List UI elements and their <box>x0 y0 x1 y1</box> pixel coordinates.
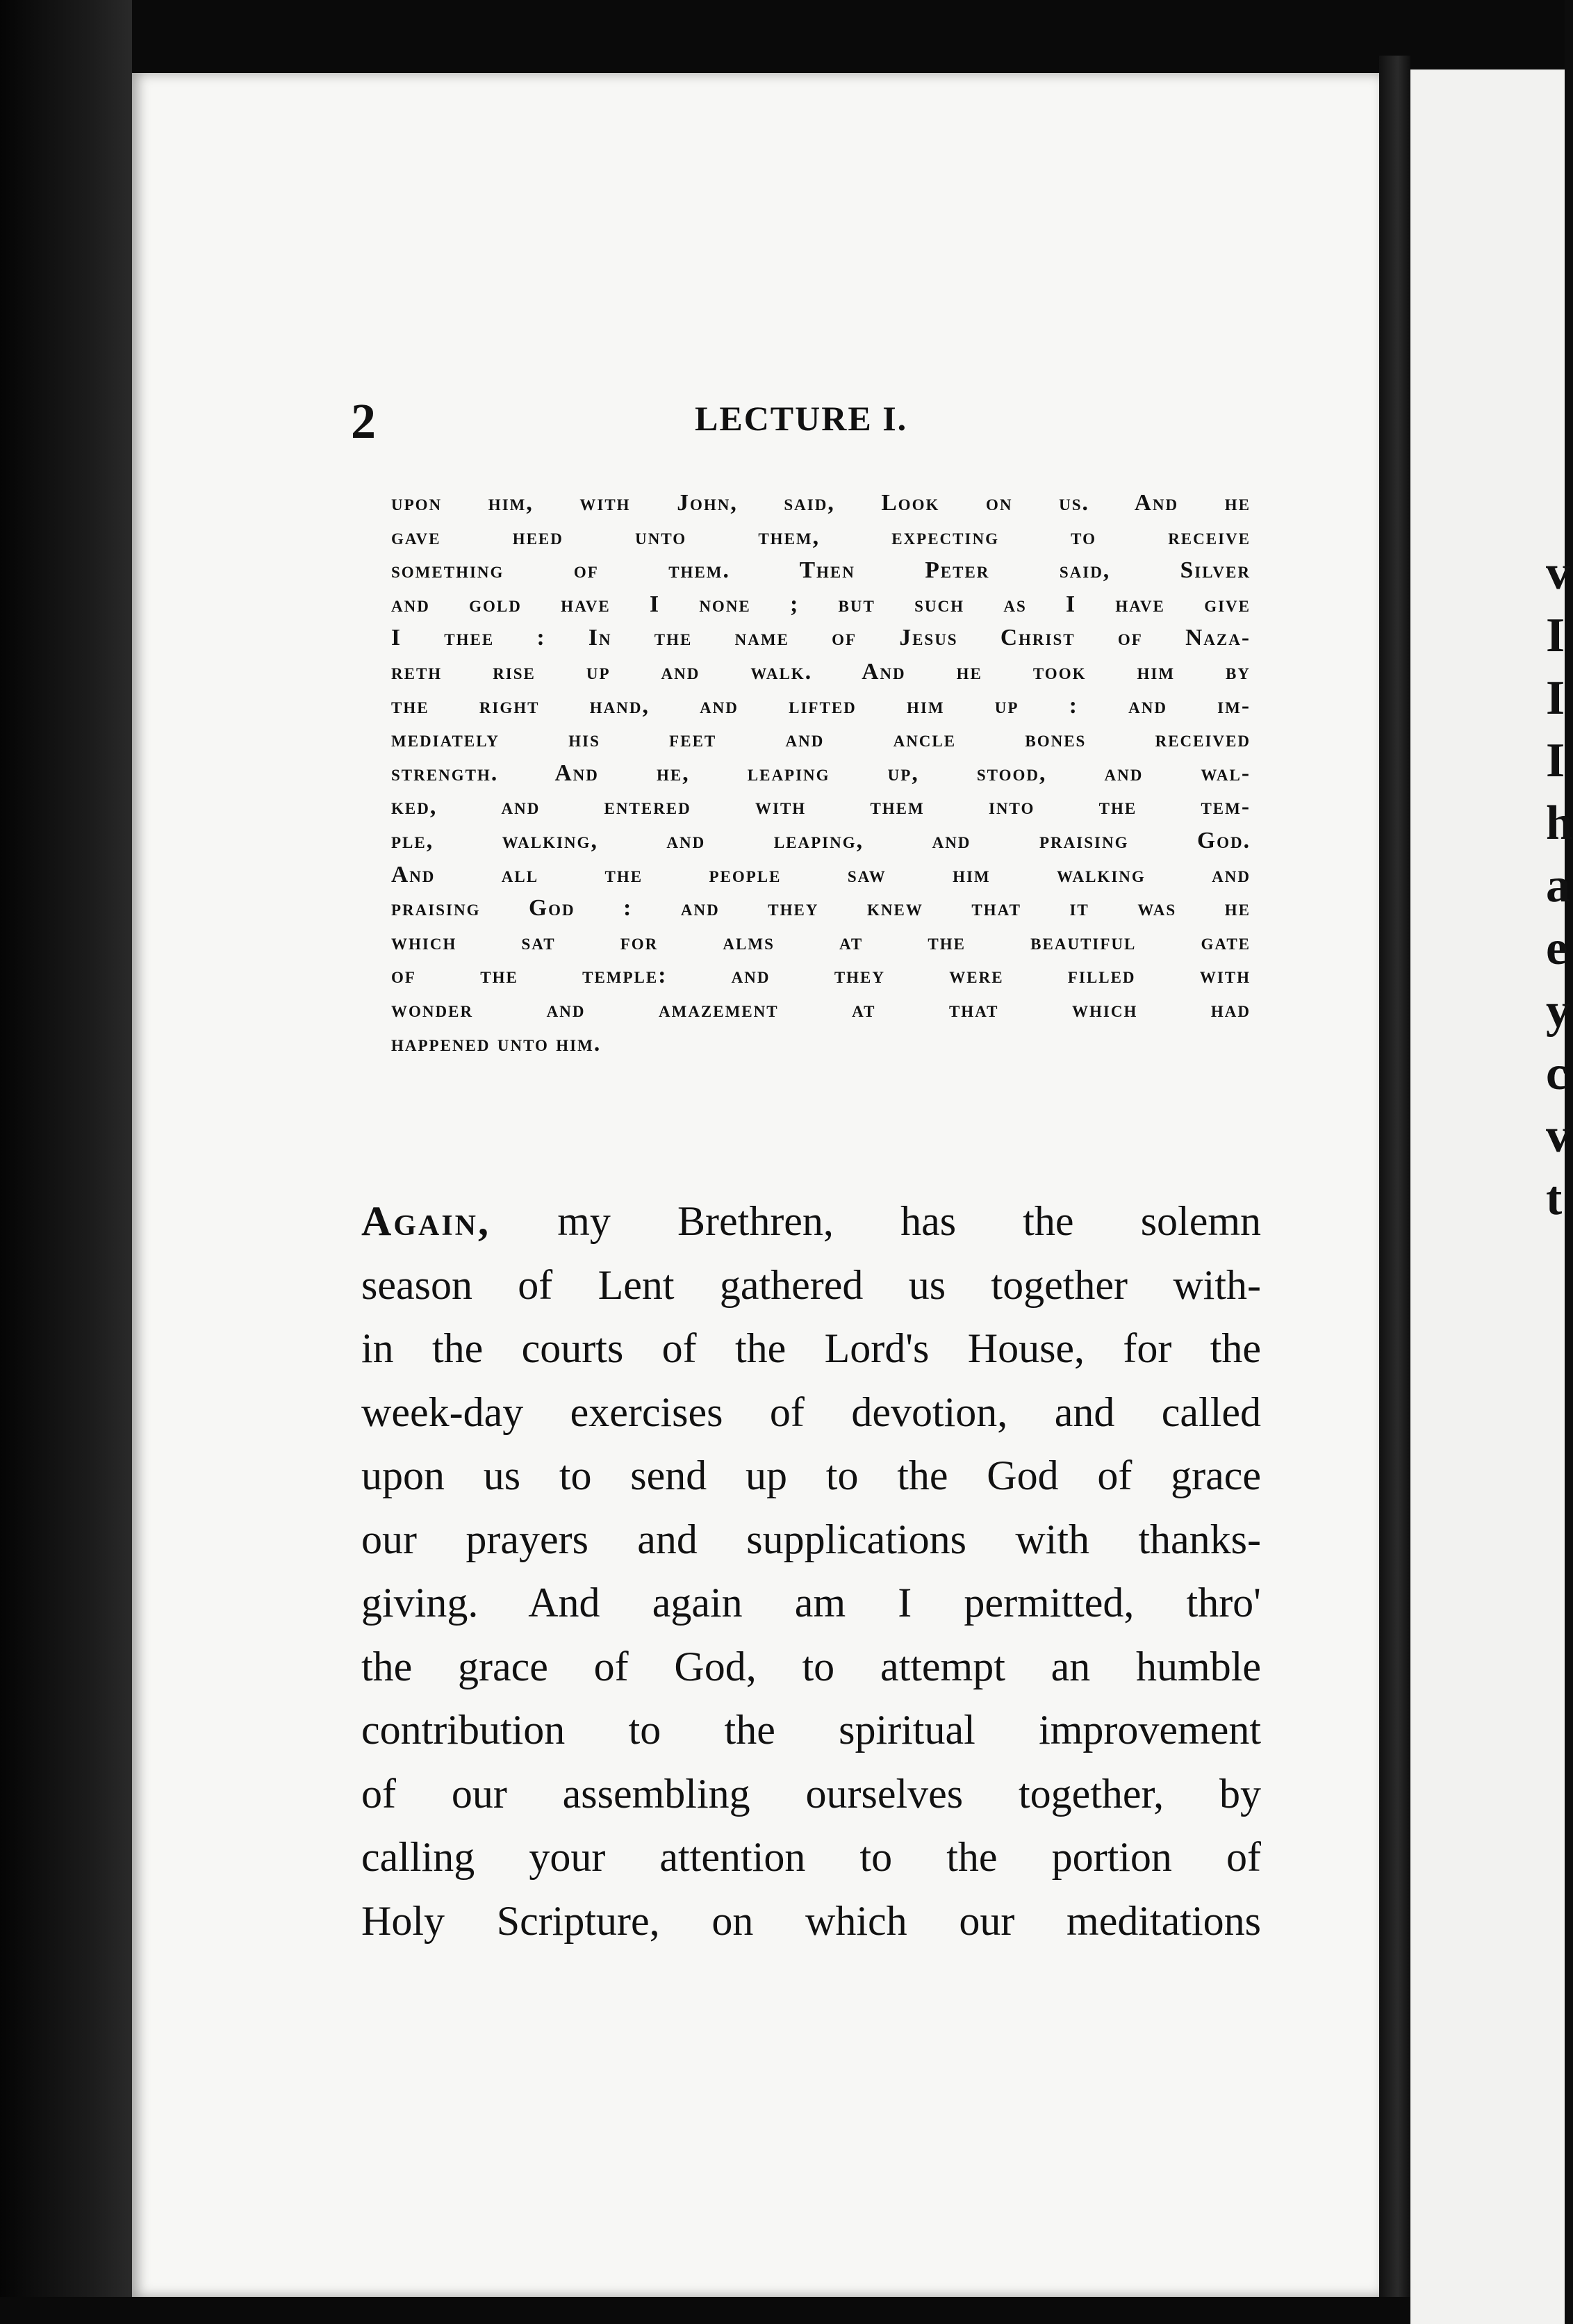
quotation-line: wonder and amazement at that which had <box>391 996 1251 1022</box>
facing-page-fragment: I <box>1546 734 1565 787</box>
facing-page-fragment: h <box>1546 796 1573 850</box>
scripture-quotation <box>391 486 1251 1061</box>
quotation-line: mediately his feet and ancle bones received <box>391 726 1251 753</box>
running-head: LECTURE I. <box>695 399 908 438</box>
quotation-line: the right hand, and lifted him up : and im- <box>391 692 1251 719</box>
body-line: the grace of God, to attempt an humble <box>361 1643 1261 1689</box>
quotation-line: gave heed unto them, expecting to receive <box>391 523 1251 550</box>
facing-page-fragment: I <box>1546 609 1565 662</box>
quotation-line: ked, and entered with them into the tem- <box>391 794 1251 820</box>
page-header <box>351 393 1254 448</box>
body-line: Holy Scripture, on which our meditations <box>361 1897 1261 1944</box>
body-line-text: my Brethren, has the solemn <box>557 1198 1262 1244</box>
body-line: upon us to send up to the God of grace <box>361 1452 1261 1498</box>
body-line: week-day exercises of devotion, and called <box>361 1389 1261 1435</box>
lecture-body-paragraph <box>361 1190 1261 1953</box>
quotation-line: upon him, with John, said, Look on us. And he <box>391 490 1251 516</box>
quotation-line: And all the people saw him walking and <box>391 861 1251 887</box>
quotation-line: strength. And he, leaping up, stood, and wal- <box>391 760 1251 786</box>
quotation-line: ple, walking, and leaping, and praising God. <box>391 827 1251 853</box>
facing-page-edge <box>1410 69 1573 2324</box>
opening-word: Again, <box>361 1198 491 1244</box>
quotation-line: which sat for alms at the beautiful gate <box>391 928 1251 955</box>
facing-page-fragment: y <box>1546 984 1570 1038</box>
body-line: in the courts of the Lord's House, for the <box>361 1325 1261 1371</box>
book-gutter <box>1379 56 1410 2324</box>
facing-page-fragment: c <box>1546 1047 1568 1100</box>
facing-page-fragment: v <box>1546 546 1570 600</box>
quotation-line: of the temple: and they were filled with <box>391 963 1251 989</box>
quotation-line: and gold have I none ; but such as I have give <box>391 591 1251 617</box>
body-line: of our assembling ourselves together, by <box>361 1770 1261 1817</box>
page-number: 2 <box>351 393 376 449</box>
facing-page-fragment: v <box>1546 1109 1570 1163</box>
facing-page-fragment: e <box>1546 922 1568 975</box>
body-line: season of Lent gathered us together with- <box>361 1261 1261 1308</box>
body-line <box>361 1190 1261 1254</box>
facing-page-fragment: I <box>1546 671 1565 725</box>
scan-bottom-border <box>0 2297 1565 2324</box>
quotation-line: praising God : and they knew that it was he <box>391 895 1251 922</box>
quotation-line: I thee : In the name of Jesus Christ of Naza- <box>391 625 1251 651</box>
body-line: our prayers and supplications with thanks- <box>361 1516 1261 1562</box>
facing-page-fragment: a <box>1546 859 1570 913</box>
scan-top-border <box>0 0 1565 76</box>
facing-page-fragment: t <box>1546 1172 1563 1225</box>
scan-left-border <box>0 0 132 2324</box>
body-line: calling your attention to the portion of <box>361 1834 1261 1880</box>
body-line: contribution to the spiritual improvement <box>361 1707 1261 1753</box>
quotation-line: something of them. Then Peter said, Silver <box>391 557 1251 584</box>
quotation-line: happened unto him. <box>391 1030 602 1056</box>
quotation-line: reth rise up and walk. And he took him by <box>391 658 1251 685</box>
body-line: giving. And again am I permitted, thro' <box>361 1580 1261 1626</box>
